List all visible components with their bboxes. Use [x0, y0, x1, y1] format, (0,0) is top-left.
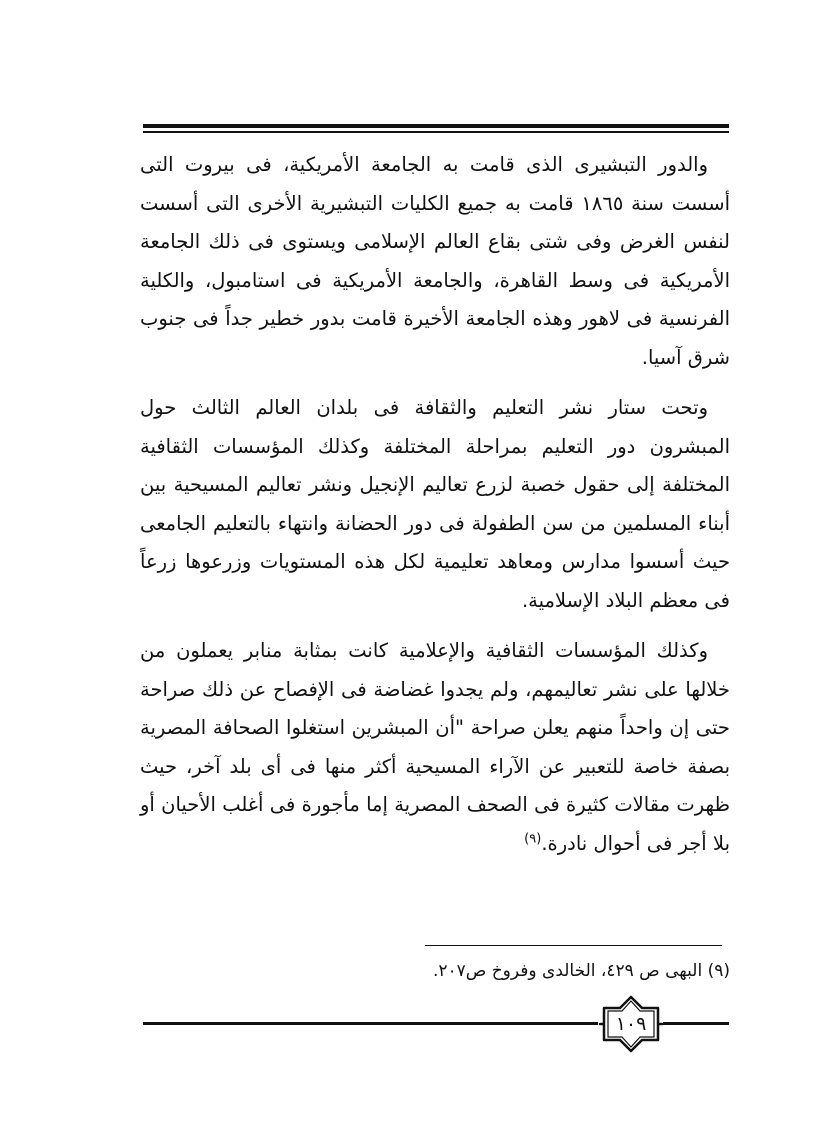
- paragraph-3: [140, 632, 730, 863]
- header-rule-thick: [143, 124, 729, 128]
- footnote-separator: [425, 945, 722, 946]
- paragraph-3-text: وكذلك المؤسسات الثقافية والإعلامية كانت بمثابة منابر يعملون من خلالها على نشر تعاليمهم، ولم يجدوا غضاضة فى الإفصاح عن ذلك صراحة حتى إن واحداً منهم يعلن صراحة "أن المبشرين استغلوا الصحافة المصرية بصفة خاصة للتعبير عن الآراء المسيحية أكثر منها فى أى بلد آخر، حيث ظهرت مقالات كثيرة فى الصحف المصرية إما مأجورة فى أغلب الأحيان أو بلا أجر فى أحوال نادرة.: [140, 639, 730, 855]
- footnote-reference[interactable]: (٩): [524, 831, 542, 846]
- page-number: ١٠٩: [615, 1013, 647, 1035]
- page-body: [140, 146, 730, 863]
- header-rule-thin: [143, 131, 729, 133]
- footer-rule-right: [663, 1022, 729, 1025]
- footnote: (٩) البهى ص ٤٢٩، الخالدى وفروخ ص٢٠٧.: [432, 961, 730, 981]
- paragraph-1: والدور التبشيرى الذى قامت به الجامعة الأمريكية، فى بيروت التى أسست سنة ١٨٦٥ قامت به جميع الكليات التبشيرية الأخرى التى أسست لنفس الغرض وفى شتى بقاع العالم الإسلامى ويستوى فى ذلك الجامعة الأمريكية فى وسط القاهرة، والجامعة الأمريكية فى استامبول، والكلية الفرنسية فى لاهور وهذه الجامعة الأخيرة قامت بدور خطير جداً فى جنوب شرق آسيا.: [140, 153, 730, 369]
- paragraph-2: وتحت ستار نشر التعليم والثقافة فى بلدان العالم الثالث حول المبشرون دور التعليم بمراحلة المختلفة وكذلك المؤسسات الثقافية المختلفة إلى حقول خصبة لزرع تعاليم الإنجيل ونشر تعاليم المسيحية بين أبناء المسلمين من سن الطفولة فى دور الحضانة وانتهاء بالتعليم الجامعى حيث أسسوا مدارس ومعاهد تعليمية لكل هذه المستويات وزرعوها زرعاً فى معظم البلاد الإسلامية.: [140, 396, 730, 612]
- footer-rule-left: [143, 1022, 598, 1025]
